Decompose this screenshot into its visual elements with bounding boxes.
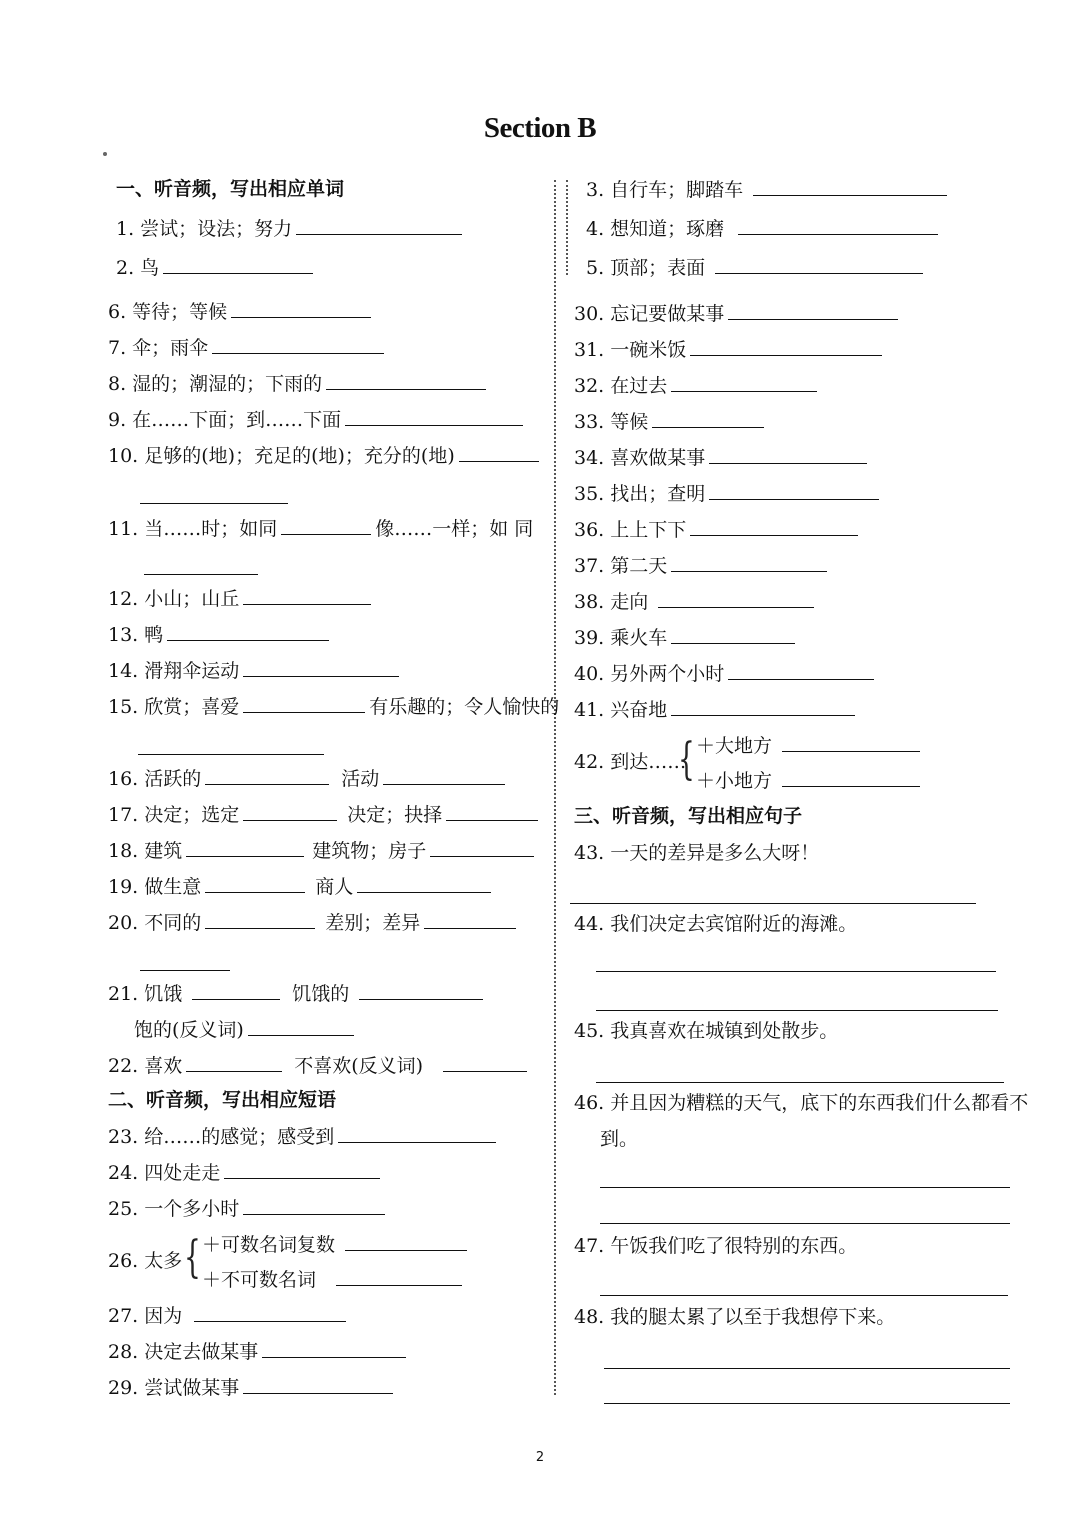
item-26-option-b-label: ＋不可数名词 — [202, 1269, 317, 1291]
item-12 — [108, 586, 375, 611]
answer-blank-25[interactable] — [243, 1196, 385, 1215]
item-22-label-b: 不喜欢(反义词) — [294, 1055, 424, 1077]
page-number: 2 — [535, 1450, 545, 1465]
item-6-label: 6. 等待；等候 — [108, 301, 228, 323]
item-3-label: 3. 自行车；脚踏车 — [586, 179, 744, 201]
item-24-label: 24. 四处走走 — [108, 1162, 221, 1184]
answer-blank-26a[interactable] — [345, 1232, 467, 1251]
answer-blank-32[interactable] — [671, 373, 817, 392]
answer-line-43[interactable] — [570, 903, 976, 904]
item-30 — [574, 301, 902, 326]
item-8 — [108, 371, 490, 396]
item-18-label-a: 18. 建筑 — [108, 840, 183, 862]
answer-blank-36[interactable] — [690, 517, 858, 536]
item-38 — [574, 589, 818, 614]
item-17 — [108, 802, 542, 827]
page-title: Section B — [483, 112, 597, 144]
answer-blank-14[interactable] — [243, 658, 399, 677]
answer-blank-42a[interactable] — [782, 733, 920, 752]
answer-line-44a[interactable] — [596, 971, 996, 972]
answer-blank-34[interactable] — [709, 445, 867, 464]
item-40-label: 40. 另外两个小时 — [574, 663, 725, 685]
item-5 — [586, 255, 927, 280]
item-1-label: 1. 尝试；设法；努力 — [116, 218, 293, 240]
item-21 — [108, 981, 487, 1006]
answer-blank-10[interactable] — [459, 443, 539, 462]
item-32-label: 32. 在过去 — [574, 375, 668, 397]
item-20 — [108, 910, 520, 935]
answer-blank-2[interactable] — [163, 255, 313, 274]
item-23-label: 23. 给……的感觉；感受到 — [108, 1126, 335, 1148]
item-42-option-a — [696, 733, 924, 758]
item-17-label-b: 决定；抉择 — [347, 804, 443, 826]
section-heading-sentences: 三、听音频，写出相应句子 — [574, 805, 803, 827]
item-21-label-c: 饱的(反义词) — [134, 1019, 244, 1041]
answer-line-46a[interactable] — [600, 1187, 1010, 1188]
item-37 — [574, 553, 831, 578]
column-divider-top — [566, 180, 568, 275]
item-36-label: 36. 上上下下 — [574, 519, 687, 541]
section-heading-words: 一、听音频，写出相应单词 — [116, 178, 345, 200]
item-23 — [108, 1124, 500, 1149]
answer-blank-18b[interactable] — [430, 838, 534, 857]
answer-blank-11a[interactable] — [281, 516, 371, 535]
item-19-label-a: 19. 做生意 — [108, 876, 202, 898]
item-31 — [574, 337, 886, 362]
answer-blank-19b[interactable] — [357, 874, 491, 893]
item-1 — [116, 216, 466, 241]
item-19 — [108, 874, 495, 899]
answer-blank-4[interactable] — [738, 216, 938, 235]
item-9 — [108, 407, 527, 432]
answer-blank-16a[interactable] — [205, 766, 329, 785]
item-39-label: 39. 乘火车 — [574, 627, 668, 649]
answer-blank-42b[interactable] — [782, 768, 920, 787]
answer-blank-37[interactable] — [671, 553, 827, 572]
answer-blank-38[interactable] — [658, 589, 814, 608]
answer-blank-28[interactable] — [262, 1339, 406, 1358]
item-26-option-b — [202, 1267, 466, 1292]
item-31-label: 31. 一碗米饭 — [574, 339, 687, 361]
item-48-label: 48. 我的腿太累了以至于我想停下来。 — [574, 1306, 896, 1328]
item-11-label-b: 像……一样；如 同 — [375, 518, 534, 540]
item-29-label: 29. 尝试做某事 — [108, 1377, 240, 1399]
answer-blank-15a[interactable] — [243, 694, 365, 713]
answer-blank-27[interactable] — [194, 1303, 346, 1322]
item-2-label: 2. 鸟 — [116, 257, 160, 279]
item-35-label: 35. 找出；查明 — [574, 483, 706, 505]
item-35 — [574, 481, 883, 506]
item-25-label: 25. 一个多小时 — [108, 1198, 240, 1220]
item-4-label: 4. 想知道；琢磨 — [586, 218, 725, 240]
item-25 — [108, 1196, 389, 1221]
answer-blank-23[interactable] — [338, 1124, 496, 1143]
answer-blank-20c[interactable] — [140, 970, 230, 971]
item-22 — [108, 1053, 531, 1078]
answer-blank-15b[interactable] — [138, 754, 324, 755]
answer-blank-29[interactable] — [243, 1375, 393, 1394]
item-20-label-a: 20. 不同的 — [108, 912, 202, 934]
answer-blank-33[interactable] — [652, 409, 764, 428]
item-24 — [108, 1160, 384, 1185]
item-20-label-b: 差别；差异 — [325, 912, 421, 934]
answer-blank-9[interactable] — [345, 407, 523, 426]
item-16-label-a: 16. 活跃的 — [108, 768, 202, 790]
item-46-label-b: 到。 — [600, 1128, 639, 1150]
item-26-option-a-label: ＋可数名词复数 — [202, 1234, 336, 1256]
answer-blank-18a[interactable] — [186, 838, 304, 857]
answer-blank-21c[interactable] — [248, 1017, 354, 1036]
item-15-label-b: 有乐趣的；令人愉快的 — [369, 696, 560, 718]
item-21-label-b: 饥饿的 — [292, 983, 350, 1005]
answer-blank-24[interactable] — [224, 1160, 380, 1179]
section-heading-phrases: 二、听音频，写出相应短语 — [108, 1089, 337, 1111]
item-29 — [108, 1375, 397, 1400]
answer-blank-21b[interactable] — [359, 981, 483, 1000]
item-45-label: 45. 我真喜欢在城镇到处散步。 — [574, 1020, 839, 1042]
item-18-label-b: 建筑物；房子 — [312, 840, 427, 862]
answer-blank-22b[interactable] — [443, 1053, 527, 1072]
item-32 — [574, 373, 821, 398]
answer-blank-17a[interactable] — [243, 802, 337, 821]
answer-blank-39[interactable] — [671, 625, 795, 644]
answer-blank-8[interactable] — [326, 371, 486, 390]
item-14-label: 14. 滑翔伞运动 — [108, 660, 240, 682]
answer-line-48a[interactable] — [604, 1368, 1010, 1369]
item-42-option-b — [696, 768, 924, 793]
item-12-label: 12. 小山；山丘 — [108, 588, 240, 610]
item-2 — [116, 255, 317, 280]
item-14 — [108, 658, 403, 683]
item-19-label-b: 商人 — [315, 876, 354, 898]
item-15-label-a: 15. 欣赏；喜爱 — [108, 696, 240, 718]
item-26-label: 26. 太多 — [108, 1250, 183, 1272]
answer-blank-12[interactable] — [243, 586, 371, 605]
item-17-label-a: 17. 决定；选定 — [108, 804, 240, 826]
item-5-label: 5. 顶部；表面 — [586, 257, 706, 279]
item-34 — [574, 445, 871, 470]
answer-blank-19a[interactable] — [205, 874, 305, 893]
answer-blank-1[interactable] — [296, 216, 462, 235]
column-divider — [554, 180, 556, 1395]
item-37-label: 37. 第二天 — [574, 555, 668, 577]
answer-blank-20b[interactable] — [424, 910, 516, 929]
item-10-label: 10. 足够的(地)；充足的(地)；充分的(地) — [108, 445, 455, 467]
item-13 — [108, 622, 333, 647]
answer-blank-20a[interactable] — [205, 910, 315, 929]
item-22-label-a: 22. 喜欢 — [108, 1055, 183, 1077]
item-8-label: 8. 湿的；潮湿的；下雨的 — [108, 373, 323, 395]
item-15 — [108, 694, 559, 719]
answer-blank-10-cont[interactable] — [140, 503, 288, 504]
answer-blank-5[interactable] — [715, 255, 923, 274]
answer-blank-26b[interactable] — [336, 1267, 462, 1286]
answer-blank-31[interactable] — [690, 337, 882, 356]
item-47-label: 47. 午饭我们吃了很特别的东西。 — [574, 1235, 858, 1257]
item-11 — [108, 516, 533, 541]
brace-icon: { — [678, 734, 695, 785]
margin-dot — [103, 152, 107, 156]
item-41-label: 41. 兴奋地 — [574, 699, 668, 721]
item-27 — [108, 1303, 350, 1328]
brace-icon: { — [184, 1232, 201, 1283]
item-11-label-a: 11. 当……时；如同 — [108, 518, 278, 540]
item-33 — [574, 409, 768, 434]
answer-line-48b[interactable] — [604, 1403, 1010, 1404]
item-33-label: 33. 等候 — [574, 411, 649, 433]
item-13-label: 13. 鸭 — [108, 624, 164, 646]
item-39 — [574, 625, 799, 650]
answer-blank-11b[interactable] — [144, 574, 258, 575]
item-6 — [108, 299, 375, 324]
item-16 — [108, 766, 509, 791]
answer-blank-3[interactable] — [753, 177, 947, 196]
item-28 — [108, 1339, 410, 1364]
item-18 — [108, 838, 538, 863]
item-4 — [586, 216, 942, 241]
item-16-label-b: 活动 — [341, 768, 380, 790]
answer-blank-35[interactable] — [709, 481, 879, 500]
item-44-label: 44. 我们决定去宾馆附近的海滩。 — [574, 913, 858, 935]
answer-blank-22a[interactable] — [186, 1053, 282, 1072]
item-26-option-a — [202, 1232, 471, 1257]
answer-blank-41[interactable] — [671, 697, 855, 716]
answer-blank-7[interactable] — [212, 335, 384, 354]
answer-blank-16b[interactable] — [383, 766, 505, 785]
item-27-label: 27. 因为 — [108, 1305, 183, 1327]
item-34-label: 34. 喜欢做某事 — [574, 447, 706, 469]
item-42-option-a-label: ＋大地方 — [696, 735, 773, 757]
item-9-label: 9. 在……下面；到……下面 — [108, 409, 342, 431]
answer-blank-6[interactable] — [231, 299, 371, 318]
item-3 — [586, 177, 951, 202]
answer-blank-17b[interactable] — [446, 802, 538, 821]
item-40 — [574, 661, 878, 686]
item-7 — [108, 335, 388, 360]
answer-blank-21a[interactable] — [192, 981, 280, 1000]
item-21-cont — [134, 1017, 358, 1042]
answer-line-45[interactable] — [596, 1082, 1004, 1083]
answer-blank-40[interactable] — [728, 661, 874, 680]
item-30-label: 30. 忘记要做某事 — [574, 303, 725, 325]
answer-blank-30[interactable] — [728, 301, 898, 320]
item-41 — [574, 697, 859, 722]
item-42-label: 42. 到达…… — [574, 751, 687, 773]
item-28-label: 28. 决定去做某事 — [108, 1341, 259, 1363]
item-10 — [108, 443, 543, 468]
item-7-label: 7. 伞；雨伞 — [108, 337, 209, 359]
answer-line-47[interactable] — [600, 1295, 1008, 1296]
answer-line-44b[interactable] — [596, 1010, 998, 1011]
item-42-option-b-label: ＋小地方 — [696, 770, 773, 792]
answer-line-46b[interactable] — [600, 1223, 1010, 1224]
item-36 — [574, 517, 862, 542]
item-21-label-a: 21. 饥饿 — [108, 983, 183, 1005]
item-43-label: 43. 一天的差异是多么大呀！ — [574, 842, 820, 864]
item-38-label: 38. 走向 — [574, 591, 649, 613]
answer-blank-13[interactable] — [167, 622, 329, 641]
item-46-label-a: 46. 并且因为糟糕的天气，底下的东西我们什么都看不 — [574, 1092, 1029, 1114]
